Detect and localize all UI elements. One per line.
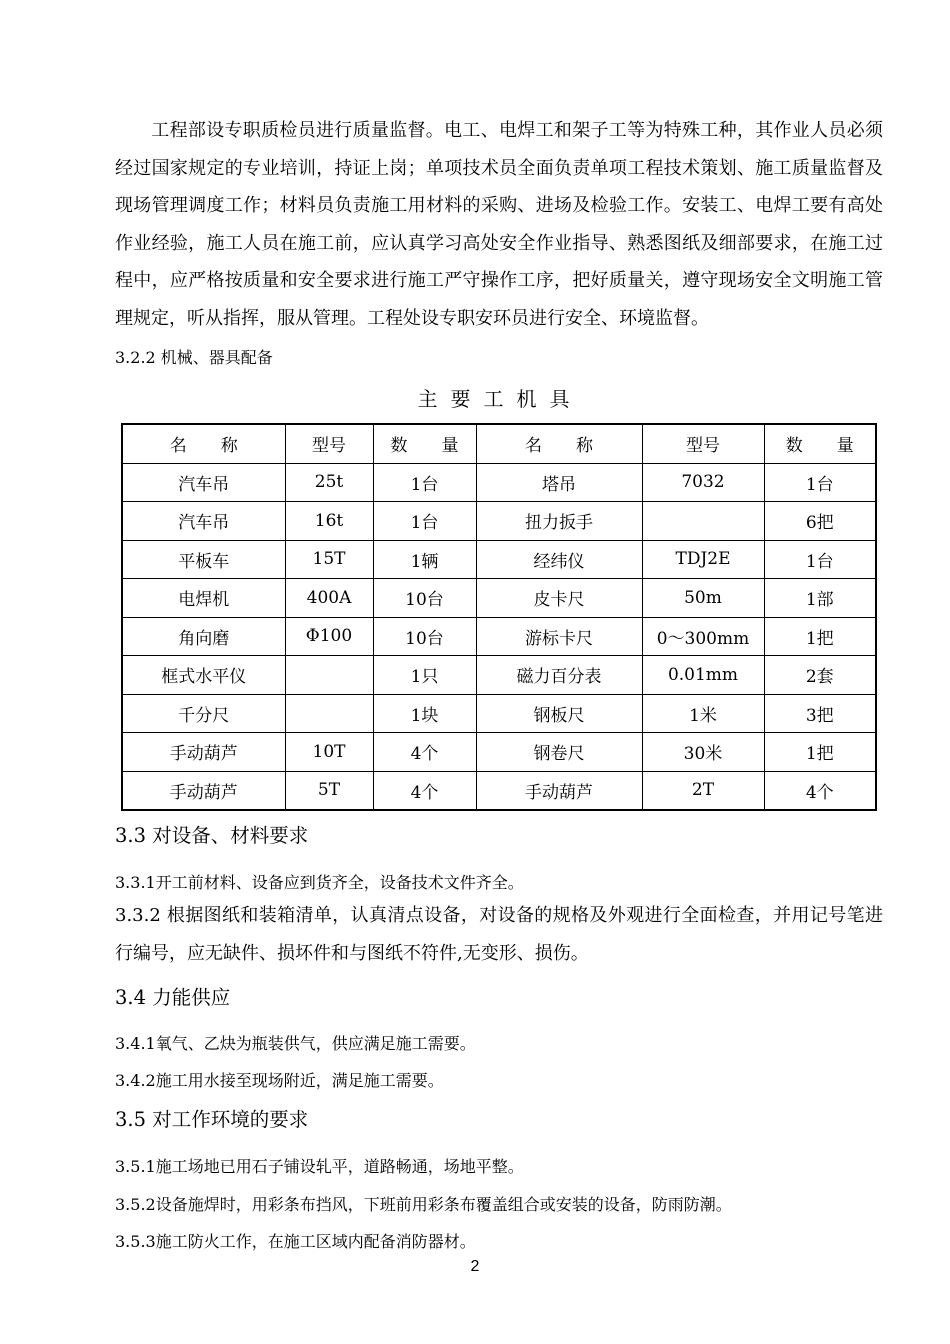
table-cell: 4个 bbox=[373, 771, 476, 810]
table-cell: 400A bbox=[285, 579, 373, 618]
table-cell: 1台 bbox=[764, 540, 876, 579]
section-3-4-1: 3.4.1氧气、乙炔为瓶装供气，供应满足施工需要。 bbox=[115, 1034, 476, 1053]
table-row bbox=[122, 694, 876, 733]
table-cell: 游标卡尺 bbox=[476, 617, 642, 656]
table-cell: 角向磨 bbox=[122, 617, 285, 656]
section-3-5-2: 3.5.2设备施焊时，用彩条布挡风，下班前用彩条布覆盖组合或安装的设备，防雨防潮。 bbox=[115, 1195, 732, 1214]
tools-table bbox=[121, 423, 877, 811]
section-3-5-1: 3.5.1施工场地已用石子铺设轧平，道路畅通，场地平整。 bbox=[115, 1157, 524, 1176]
table-cell: 扭力扳手 bbox=[476, 502, 642, 541]
table-cell: 7032 bbox=[642, 463, 764, 502]
section-3-3-1: 3.3.1开工前材料、设备应到货齐全，设备技术文件齐全。 bbox=[115, 873, 524, 892]
table-cell: 手动葫芦 bbox=[122, 733, 285, 772]
table-cell: 1把 bbox=[764, 733, 876, 772]
table-cell: 钢卷尺 bbox=[476, 733, 642, 772]
section-3-3-heading: 3.3 对设备、材料要求 bbox=[115, 824, 309, 847]
table-cell: 1只 bbox=[373, 656, 476, 695]
table-cell: 15T bbox=[285, 540, 373, 579]
table-cell: 6把 bbox=[764, 502, 876, 541]
table-cell: 1块 bbox=[373, 694, 476, 733]
table-cell: 5T bbox=[285, 771, 373, 810]
section-3-5-3: 3.5.3施工防火工作，在施工区域内配备消防器材。 bbox=[115, 1232, 476, 1251]
section-3-3-2: 3.3.2 根据图纸和装箱清单，认真清点设备，对设备的规格及外观进行全面检查，并用记号笔进行编号，应无缺件、损坏件和与图纸不符件,无变形、损伤。 bbox=[115, 905, 883, 964]
section-3-4-2: 3.4.2施工用水接至现场附近，满足施工需要。 bbox=[115, 1071, 444, 1090]
table-cell: 10台 bbox=[373, 579, 476, 618]
table-cell: 2套 bbox=[764, 656, 876, 695]
table-cell: 手动葫芦 bbox=[122, 771, 285, 810]
table-cell: 16t bbox=[285, 502, 373, 541]
table-header-cell: 名 称 bbox=[122, 424, 285, 463]
table-header-cell: 型号 bbox=[285, 424, 373, 463]
table-cell: 钢板尺 bbox=[476, 694, 642, 733]
table-header-cell: 数 量 bbox=[764, 424, 876, 463]
table-cell: 平板车 bbox=[122, 540, 285, 579]
intro-paragraph bbox=[115, 112, 883, 337]
section-3-2-2-heading: 3.2.2 机械、器具配备 bbox=[115, 348, 273, 367]
table-cell bbox=[285, 694, 373, 733]
table-header-cell: 型号 bbox=[642, 424, 764, 463]
table-row bbox=[122, 617, 876, 656]
table-title: 主要工机具 bbox=[417, 387, 583, 411]
table-cell: 1台 bbox=[764, 463, 876, 502]
table-header-cell: 数 量 bbox=[373, 424, 476, 463]
table-cell: 千分尺 bbox=[122, 694, 285, 733]
table-cell: 50m bbox=[642, 579, 764, 618]
table-cell: 1台 bbox=[373, 502, 476, 541]
table-cell: 1把 bbox=[764, 617, 876, 656]
table-cell: 1部 bbox=[764, 579, 876, 618]
table-cell: 1辆 bbox=[373, 540, 476, 579]
table-cell: 框式水平仪 bbox=[122, 656, 285, 695]
table-row bbox=[122, 733, 876, 772]
table-header-cell: 名 称 bbox=[476, 424, 642, 463]
intro-paragraph-text: 工程部设专职质检员进行质量监督。电工、电焊工和架子工等为特殊工种，其作业人员必须经过国家规定的专业培训，持证上岗；单项技术员全面负责单项工程技术策划、施工质量监督及现场管理调度工作；材料员负责施工用材料的采购、进场及检验工作。安装工、电焊工要有高处作业经验，施工人员在施工前，应认真学习高处安全作业指导、熟悉图纸及细部要求，在施工过程中，应严格按质量和安全要求进行施工严守操作工序，把好质量关，遵守现场安全文明施工管理规定，听从指挥，服从管理。工程处设专职安环员进行安全、环境监督。 bbox=[115, 120, 883, 329]
table-cell: 25t bbox=[285, 463, 373, 502]
table-cell: 汽车吊 bbox=[122, 463, 285, 502]
table-row bbox=[122, 579, 876, 618]
table-cell: 2T bbox=[642, 771, 764, 810]
section-3-5-heading: 3.5 对工作环境的要求 bbox=[115, 1108, 309, 1131]
table-row bbox=[122, 463, 876, 502]
table-cell: 电焊机 bbox=[122, 579, 285, 618]
table-row bbox=[122, 502, 876, 541]
table-cell: 10T bbox=[285, 733, 373, 772]
table-cell: 皮卡尺 bbox=[476, 579, 642, 618]
table-cell: 经纬仪 bbox=[476, 540, 642, 579]
table-cell bbox=[642, 502, 764, 541]
table-cell: 4个 bbox=[373, 733, 476, 772]
table-cell: 1米 bbox=[642, 694, 764, 733]
table-row bbox=[122, 540, 876, 579]
table-cell: 手动葫芦 bbox=[476, 771, 642, 810]
table-row bbox=[122, 771, 876, 810]
table-cell: 塔吊 bbox=[476, 463, 642, 502]
page-number: 2 bbox=[470, 1258, 480, 1275]
table-cell: 30米 bbox=[642, 733, 764, 772]
table-cell: 1台 bbox=[373, 463, 476, 502]
table-cell: 磁力百分表 bbox=[476, 656, 642, 695]
section-3-4-heading: 3.4 力能供应 bbox=[115, 986, 231, 1009]
table-cell: 0.01mm bbox=[642, 656, 764, 695]
table-row bbox=[122, 656, 876, 695]
tools-table-body bbox=[122, 424, 876, 810]
table-cell: 10台 bbox=[373, 617, 476, 656]
table-header-row bbox=[122, 424, 876, 463]
table-cell: 3把 bbox=[764, 694, 876, 733]
table-cell bbox=[285, 656, 373, 695]
table-cell: 4个 bbox=[764, 771, 876, 810]
table-cell: 汽车吊 bbox=[122, 502, 285, 541]
table-cell: Φ100 bbox=[285, 617, 373, 656]
table-cell: TDJ2E bbox=[642, 540, 764, 579]
table-cell: 0～300mm bbox=[642, 617, 764, 656]
